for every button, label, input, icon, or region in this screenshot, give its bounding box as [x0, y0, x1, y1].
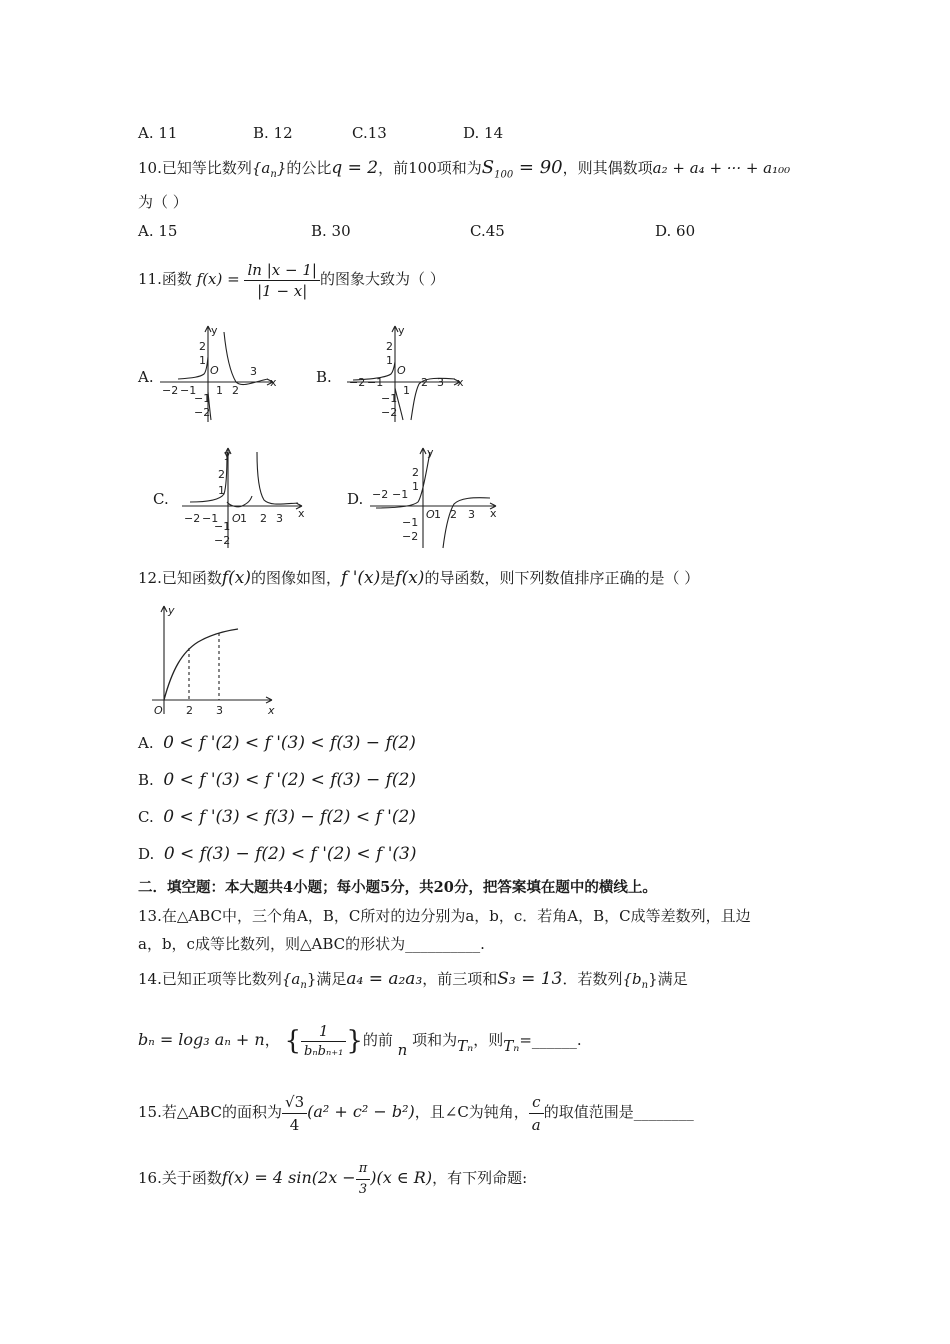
- q14-answer-blank: =______.: [519, 1031, 582, 1049]
- q12-graph: [142, 600, 282, 722]
- tick-x2: 2: [450, 508, 457, 521]
- q15-ratio-num: c: [529, 1091, 544, 1114]
- q16-fx: f(x) = 4 sin(2x −: [221, 1168, 356, 1187]
- q10-text-a: 10.已知等比数列: [138, 159, 252, 177]
- q15-coef-den: 4: [289, 1115, 300, 1134]
- q12-fx: f(x): [221, 568, 252, 588]
- q14-seq-a-sub: n: [300, 980, 307, 991]
- q12-text-c: 是: [380, 569, 396, 587]
- q11-label-b: B.: [316, 368, 332, 386]
- q10-line2: 为（ ）: [138, 193, 188, 211]
- q10-text-b: 的公比: [286, 159, 332, 177]
- q11-graph-d: [368, 444, 503, 550]
- tick-x3: 3: [276, 512, 283, 525]
- q12-option-c-label: C.: [138, 808, 154, 826]
- x-label: x: [270, 376, 277, 389]
- q10-option-d: D. 60: [655, 222, 696, 240]
- q10-stem: [138, 158, 790, 186]
- q12-fpx: f '(x): [341, 568, 381, 588]
- q13-line1: 13.在△ABC中，三个角A，B，C所对的边分别为a，b，c．若角A，B，C成等差数列，且边: [138, 907, 751, 925]
- tick-x1: 1: [216, 384, 223, 397]
- q12-option-b-expr: 0 < f '(3) < f '(2) < f(3) − f(2): [163, 770, 417, 790]
- tick-ym2: −2: [381, 406, 398, 419]
- q12-option-a: [138, 733, 416, 753]
- q16-stem: [138, 1154, 527, 1202]
- tick-x2: 2: [232, 384, 239, 397]
- tick-2: 2: [186, 704, 193, 717]
- curve-c2: [257, 452, 298, 504]
- q12-option-c: [138, 807, 416, 827]
- q14-text-a: 14.已知正项等比数列: [138, 970, 282, 988]
- tick-x3: 3: [250, 365, 257, 378]
- tick-ym2: −2: [402, 530, 419, 543]
- q11-frac-den: |1 − x|: [257, 281, 308, 300]
- q12-option-b-label: B.: [138, 771, 154, 789]
- q15-text-c: 的取值范围是________: [543, 1103, 694, 1121]
- tick-xm1: −1: [367, 376, 384, 389]
- q12-text-b: 的图像如图，: [251, 569, 342, 587]
- tick-x1: 1: [240, 512, 247, 525]
- tick-x3: 3: [437, 376, 444, 389]
- q9-option-d: D. 14: [463, 124, 504, 142]
- tick-y1: 1: [218, 484, 225, 497]
- q10-s-sub: 100: [494, 169, 514, 181]
- q15-coef: [282, 1091, 307, 1136]
- q14-tn2: Tₙ: [503, 1037, 520, 1055]
- x-label: x: [490, 507, 497, 520]
- origin-label: O: [154, 704, 163, 717]
- q9-option-c: C.13: [352, 124, 387, 142]
- tick-xm2: −2: [162, 384, 179, 397]
- q15-expr: (a² + c² − b²): [307, 1102, 415, 1121]
- q11-stem: [138, 255, 445, 303]
- q15-stem: [138, 1088, 694, 1136]
- y-label: y: [211, 324, 218, 337]
- tick-ym1: −1: [214, 520, 231, 533]
- q12-text-d: 的导函数，则下列数值排序正确的是（ ）: [424, 569, 700, 587]
- q14-fraction: [301, 1021, 346, 1062]
- q12-option-a-expr: 0 < f '(2) < f '(3) < f(3) − f(2): [163, 733, 416, 753]
- q14-brace-open: {: [284, 1026, 302, 1056]
- tick-ym2: −2: [214, 534, 231, 547]
- q11-label-c: C.: [153, 490, 169, 508]
- curve-c3: [227, 496, 252, 507]
- q14-n: n: [397, 1041, 408, 1059]
- q11-frac-num: ln |x − 1|: [244, 260, 319, 281]
- q11-label-a: A.: [138, 368, 154, 386]
- q10-seq-sub: n: [270, 169, 277, 180]
- origin-label: O: [210, 364, 219, 377]
- q10-q-eq: q = 2: [331, 158, 379, 178]
- q14-brace-close: }: [346, 1026, 363, 1056]
- tick-ym1: −1: [381, 392, 398, 405]
- q14-seq-b: {b: [622, 970, 642, 988]
- q14-bn: bₙ = log₃ aₙ + n: [138, 1030, 265, 1049]
- q9-option-b: B. 12: [253, 124, 293, 142]
- q12-option-d-label: D.: [138, 845, 155, 863]
- q16-pi-num: π: [356, 1159, 371, 1180]
- tick-xm1: −1: [392, 488, 409, 501]
- q11-graph-c: [180, 444, 310, 550]
- origin-label: O: [397, 364, 406, 377]
- q14-text-d: ．若数列: [562, 970, 623, 988]
- q10-s: S: [481, 157, 495, 178]
- origin-label: O: [232, 512, 241, 525]
- tick-x3: 3: [468, 508, 475, 521]
- q12-option-b: [138, 770, 416, 790]
- q14-seq-b-sub: n: [641, 980, 649, 991]
- q16-text-b: ，有下列命题:: [432, 1169, 528, 1187]
- tick-y2: 2: [218, 468, 225, 481]
- curve-d2: [443, 498, 490, 548]
- q12-text-a: 12.已知函数: [138, 569, 222, 587]
- q10-sum-expr: a₂ + a₄ + ··· + a₁₀₀: [652, 159, 791, 177]
- q16-text-a: 16.关于函数: [138, 1169, 222, 1187]
- tick-x1: 1: [403, 384, 410, 397]
- q10-s-rhs: = 90: [513, 157, 563, 178]
- q14-comma: ，: [264, 1031, 280, 1049]
- q14-seq-a: {a: [281, 970, 301, 988]
- curve-b3: [411, 378, 455, 420]
- q10-seq: [251, 159, 287, 180]
- q14-text-e: }满足: [648, 970, 688, 988]
- tick-y1: 1: [386, 354, 393, 367]
- tick-x1: 1: [434, 508, 441, 521]
- q10-option-a: A. 15: [138, 222, 178, 240]
- x-label: x: [298, 507, 305, 520]
- q11-graph-a: [158, 322, 283, 424]
- function-curve: [164, 629, 238, 700]
- q16-tail: )(x ∈ R): [370, 1168, 433, 1187]
- axis-arrows: [161, 606, 272, 703]
- tick-xm2: −2: [372, 488, 389, 501]
- tick-xm2: −2: [349, 376, 366, 389]
- tick-y1: 1: [199, 354, 206, 367]
- curve-a3: [224, 332, 268, 385]
- q14-text-b: }满足: [306, 970, 347, 988]
- x-label: x: [268, 704, 275, 717]
- q15-ratio: [529, 1091, 544, 1136]
- q11-label-d: D.: [347, 490, 364, 508]
- q10-option-c: C.45: [470, 222, 505, 240]
- q14-frac-den: bₙbₙ₊₁: [304, 1043, 344, 1059]
- q14-rel: a₄ = a₂a₃: [346, 969, 423, 989]
- tick-y2: 2: [412, 466, 419, 479]
- tick-y1: 1: [412, 480, 419, 493]
- q14-line1: [138, 969, 688, 996]
- q15-text-b: ，且∠C为钝角，: [414, 1103, 529, 1121]
- origin-label: O: [426, 508, 435, 521]
- q10-option-b: B. 30: [311, 222, 351, 240]
- q10-seq-open: {a: [251, 159, 271, 177]
- q14-text-c: ，前三项和: [422, 970, 498, 988]
- q11-text-b: 的图象大致为（ ）: [319, 270, 445, 288]
- q14-tn: Tₙ: [457, 1037, 474, 1055]
- q9-option-a: A. 11: [138, 124, 178, 142]
- q15-ratio-den: a: [531, 1115, 541, 1134]
- tick-ym2: −2: [194, 406, 211, 419]
- tick-ym1: −1: [194, 392, 211, 405]
- q11-graph-b: [345, 322, 470, 424]
- q14-text-qian: 的前: [362, 1031, 393, 1049]
- q11-fx: f(x) =: [196, 270, 240, 288]
- q10-seq-close: }: [276, 159, 287, 177]
- q12-option-d: [138, 844, 416, 864]
- q12-stem: [138, 568, 699, 588]
- tick-x2: 2: [421, 376, 428, 389]
- q16-pi-den: 3: [358, 1181, 368, 1197]
- q10-text-d: ，则其偶数项: [562, 159, 653, 177]
- q14-s3: S₃ = 13: [497, 969, 563, 989]
- q15-text-a: 15.若△ABC的面积为: [138, 1103, 283, 1121]
- section2-title: 二．填空题：本大题共4小题；每小题5分，共20分，把答案填在题中的横线上。: [138, 879, 657, 896]
- q14-line2: [138, 1016, 582, 1065]
- q12-option-c-expr: 0 < f '(3) < f(3) − f(2) < f '(2): [163, 807, 416, 827]
- y-label: y: [427, 446, 434, 459]
- q10-s-eq: [481, 157, 563, 181]
- tick-y2: 2: [386, 340, 393, 353]
- tick-ym1: −1: [402, 516, 419, 529]
- tick-xm1: −1: [180, 384, 197, 397]
- x-label: x: [457, 376, 464, 389]
- tick-x2: 2: [260, 512, 267, 525]
- q12-option-a-label: A.: [138, 734, 154, 752]
- q16-pi-frac: [356, 1159, 371, 1200]
- y-label: y: [168, 604, 175, 617]
- tick-3: 3: [216, 704, 223, 717]
- q13-line2: a，b，c成等比数列，则△ABC的形状为__________.: [138, 935, 485, 953]
- q14-text-xiang: 项和为: [412, 1031, 458, 1049]
- q10-text-c: ，前100项和为: [378, 159, 482, 177]
- q11-fraction: [244, 260, 319, 301]
- tick-xm2: −2: [184, 512, 201, 525]
- q12-fx2: f(x): [395, 568, 425, 588]
- tick-xm1: −1: [202, 512, 219, 525]
- q14-text-ze: ，则: [473, 1031, 504, 1049]
- q11-text-a: 11.函数: [138, 270, 192, 288]
- tick-y2: 2: [199, 340, 206, 353]
- y-label: y: [224, 448, 231, 461]
- q15-coef-num: √3: [282, 1091, 307, 1114]
- y-label: y: [398, 324, 405, 337]
- q12-option-d-expr: 0 < f(3) − f(2) < f '(2) < f '(3): [163, 844, 417, 864]
- q14-frac-num: 1: [301, 1021, 346, 1042]
